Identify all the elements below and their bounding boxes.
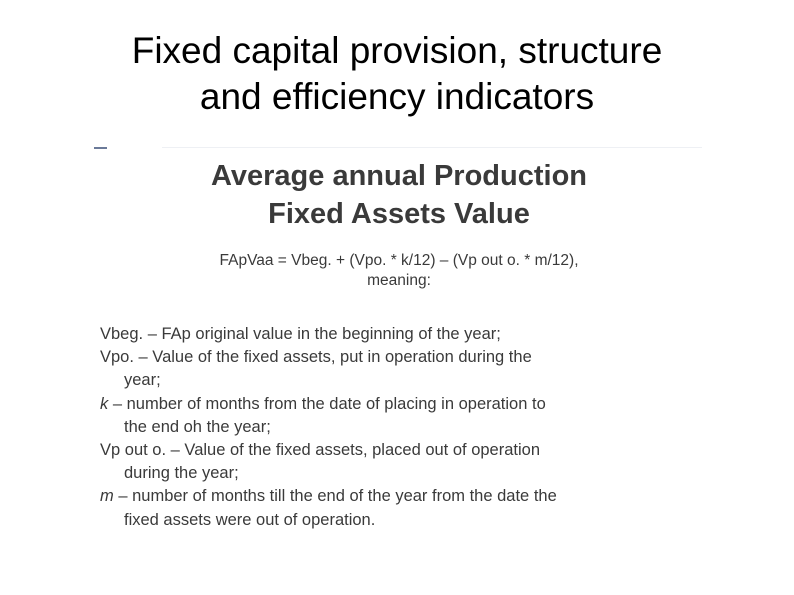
- definition-line: [100, 323, 700, 346]
- definition-term: m: [100, 487, 114, 506]
- definition-text: – number of months till the end of the year from the date the: [113, 487, 557, 506]
- definition-continuation: year;: [124, 371, 161, 390]
- definition-continuation: fixed assets were out of operation.: [124, 510, 376, 529]
- slide-title-line-1: Fixed capital provision, structure: [131, 30, 663, 71]
- slide-title: [0, 28, 794, 120]
- definition-line: [100, 346, 700, 369]
- definition-line: [100, 393, 700, 416]
- formula-line-2: meaning:: [367, 272, 431, 289]
- formula: [92, 251, 706, 291]
- definition-item: [100, 393, 700, 439]
- definition-text: – Value of the fixed assets, placed out of operation: [166, 441, 541, 460]
- definition-item: [100, 439, 700, 485]
- definition-term: Vpo.: [100, 348, 134, 367]
- definition-text: – number of months from the date of placing in operation to: [108, 394, 546, 413]
- content-heading-line-1: Average annual Production: [211, 160, 587, 192]
- formula-line-1: [92, 251, 706, 271]
- slide-title-line-2: and efficiency indicators: [199, 76, 595, 117]
- definition-term: k: [100, 394, 109, 413]
- content-heading-line-2: Fixed Assets Value: [268, 198, 530, 230]
- definition-continuation: during the year;: [124, 464, 239, 483]
- definition-item: [100, 323, 700, 346]
- bullet-dash: [94, 147, 107, 149]
- definition-term: Vbeg.: [100, 325, 144, 343]
- definition-line: [100, 485, 700, 508]
- content-image: [92, 143, 706, 535]
- definition-item: [100, 485, 700, 531]
- content-heading: [92, 157, 706, 233]
- definition-text: – FAp original value in the beginning of the year;: [143, 325, 501, 343]
- definition-text: – Value of the fixed assets, put in operation during the: [133, 348, 532, 367]
- definition-term: Vp out o.: [100, 441, 167, 460]
- definitions-list: [100, 323, 700, 532]
- definition-line: [100, 439, 700, 462]
- top-rule: [162, 147, 702, 148]
- formula-text: FApVaa = Vbeg. + (Vpo. * k/12) – (Vp out o. * m/12),: [219, 252, 579, 269]
- definition-continuation: the end oh the year;: [124, 417, 271, 436]
- definition-item: [100, 346, 700, 392]
